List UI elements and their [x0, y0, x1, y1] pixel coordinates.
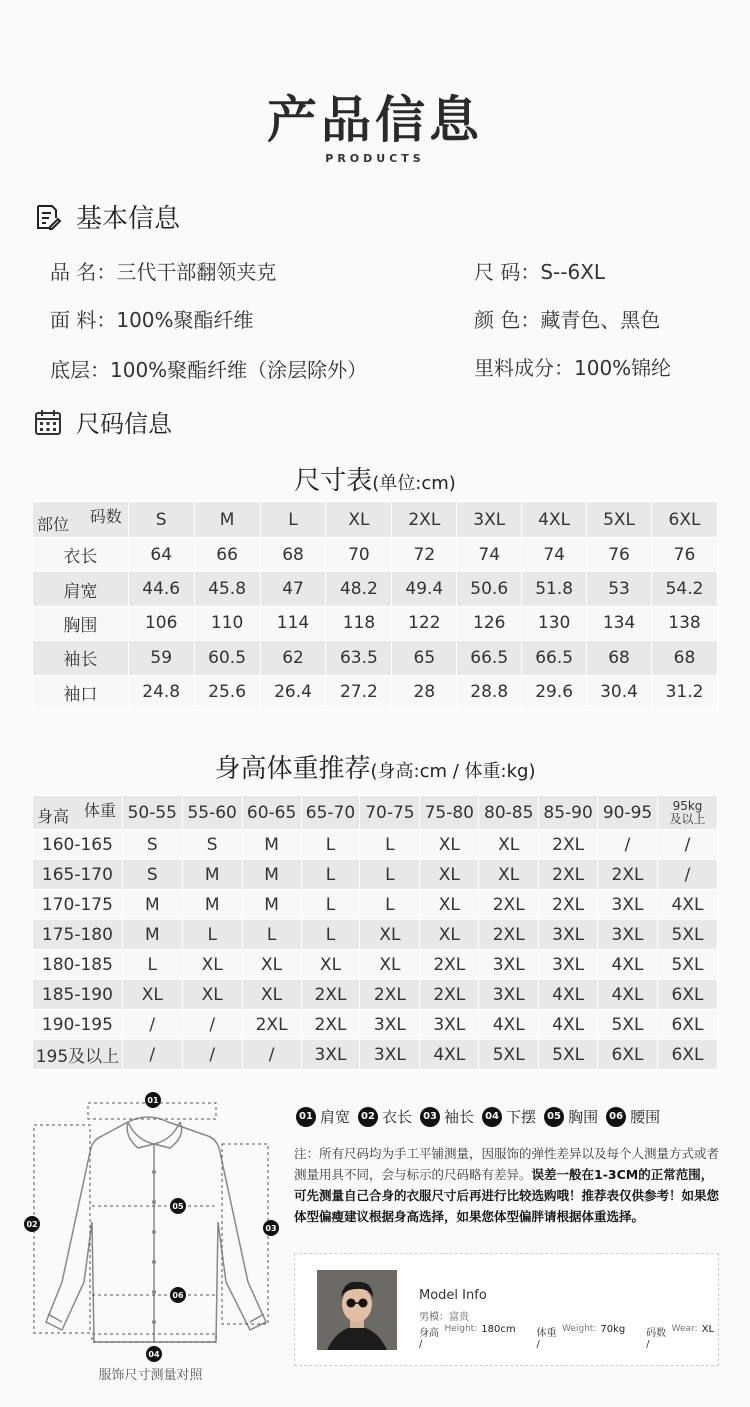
rec-cell: XL [479, 830, 539, 860]
rec-cell: 2XL [539, 830, 598, 860]
size-info-title: 尺码信息 [76, 410, 172, 438]
size-table-row [33, 606, 718, 640]
rec-cell: 3XL [360, 1010, 420, 1040]
size-row-label: 肩宽 [33, 572, 129, 606]
rec-cell: / [657, 860, 717, 890]
marker-02 [24, 1216, 40, 1232]
size-cell: 28.8 [457, 675, 522, 709]
rec-cell: 2XL [301, 1010, 360, 1040]
rec-cell: 3XL [360, 1040, 420, 1070]
rec-cell: L [301, 830, 360, 860]
size-cell: 30.4 [587, 675, 652, 709]
size-col-header: 5XL [587, 502, 652, 538]
info-lining: 里料成分：100%锦纶 [474, 356, 672, 380]
rec-cell: L [360, 830, 420, 860]
rec-table-row [33, 1040, 718, 1070]
basic-info-heading [34, 198, 180, 235]
rec-cell: L [301, 890, 360, 920]
size-cell: 106 [128, 606, 194, 640]
size-cell: 26.4 [260, 675, 326, 709]
size-cell: 66.5 [522, 641, 587, 675]
rec-col-header: 80-85 [479, 796, 539, 830]
legend-number-badge: 06 [606, 1107, 626, 1127]
size-cell: 54.2 [652, 572, 718, 606]
rec-cell: / [122, 1040, 182, 1070]
rec-cell: XL [479, 860, 539, 890]
rec-cell: 2XL [301, 980, 360, 1010]
rec-cell: XL [360, 920, 420, 950]
size-cell: 68 [652, 641, 718, 675]
info-base-layer: 底层：100%聚酯纤维（涂层除外） [50, 358, 368, 382]
rec-cell: 6XL [657, 980, 717, 1010]
rec-cell: XL [420, 860, 479, 890]
size-cell: 31.2 [652, 675, 718, 709]
rec-cell: 4XL [657, 890, 717, 920]
rec-cell: S [122, 830, 182, 860]
rec-cell: 4XL [539, 1010, 598, 1040]
legend-item [482, 1106, 536, 1127]
rec-table-row [33, 830, 718, 860]
size-col-header: 4XL [522, 502, 587, 538]
rec-cell: XL [242, 980, 301, 1010]
size-row-label: 袖长 [33, 641, 129, 675]
page-title: 产品信息 [267, 91, 483, 149]
info-size-range: 尺 码：S--6XL [474, 260, 606, 284]
note-bold: 误差一般在1-3CM的正常范围，可先测量自己合身的衣服尺寸后再进行比较选购哦！推荐表仅供参考！如果您体型偏瘦建议根据身高选择，如果您体型偏胖请根据体重选择。 [294, 1167, 720, 1224]
rec-table-row [33, 980, 718, 1010]
size-row-label: 袖口 [33, 675, 129, 709]
rec-cell: 6XL [657, 1010, 717, 1040]
rec-cell: 6XL [598, 1040, 658, 1070]
size-cell: 62 [260, 641, 326, 675]
legend-number-badge: 04 [482, 1107, 502, 1127]
rec-cell: 3XL [479, 950, 539, 980]
svg-text:04: 04 [148, 1350, 160, 1359]
rec-cell: / [122, 1010, 182, 1040]
rec-col-header: 65-70 [301, 796, 360, 830]
size-cell: 130 [522, 606, 587, 640]
size-cell: 59 [128, 641, 194, 675]
size-cell: 47 [260, 572, 326, 606]
size-cell: 44.6 [128, 572, 194, 606]
size-col-header: 3XL [457, 502, 522, 538]
rec-cell: 5XL [598, 1010, 658, 1040]
size-cell: 70 [326, 538, 392, 572]
rec-table-row [33, 860, 718, 890]
rec-cell: 3XL [301, 1040, 360, 1070]
size-cell: 53 [587, 572, 652, 606]
rec-cell: 4XL [598, 980, 658, 1010]
marker-04 [146, 1346, 162, 1362]
model-title: Model Info [419, 1288, 487, 1303]
note-normal: 注：所有尺码均为手工平铺测量，因服饰的弹性差异以及每个人测量方式或者测量用具不同，会与标示的尺码略有差异。 [294, 1146, 720, 1182]
rec-cell: XL [420, 830, 479, 860]
rec-cell: M [242, 860, 301, 890]
basic-info-title: 基本信息 [76, 204, 181, 234]
rec-cell: 2XL [539, 890, 598, 920]
size-cell: 68 [587, 641, 652, 675]
size-cell: 110 [194, 606, 260, 640]
legend-number-badge: 02 [358, 1107, 378, 1127]
size-cell: 122 [392, 606, 457, 640]
rec-cell: 4XL [420, 1040, 479, 1070]
rec-row-label: 195及以上 [33, 1040, 123, 1070]
figure-caption: 服饰尺寸测量对照 [98, 1368, 203, 1383]
rec-col-header: 70-75 [360, 796, 420, 830]
svg-text:01: 01 [147, 1096, 159, 1105]
rec-cell: XL [420, 920, 479, 950]
rec-cell: 2XL [479, 890, 539, 920]
size-cell: 118 [326, 606, 392, 640]
size-cell: 65 [392, 641, 457, 675]
size-cell: 126 [457, 606, 522, 640]
model-wear-en: Wear: [671, 1324, 698, 1334]
model-role: 男模：富贵 [419, 1312, 469, 1323]
rec-cell: M [242, 830, 301, 860]
info-fabric: 面 料：100%聚酯纤维 [50, 308, 254, 332]
rec-cell: XL [360, 950, 420, 980]
rec-cell: L [360, 890, 420, 920]
rec-table-unit: (身高:cm / 体重:kg) [370, 761, 536, 782]
size-col-header: S [128, 502, 194, 538]
size-table-title [0, 460, 750, 497]
size-row-label: 胸围 [33, 606, 129, 640]
svg-text:05: 05 [172, 1202, 184, 1211]
rec-table [32, 795, 718, 1070]
size-cell: 25.6 [194, 675, 260, 709]
rec-cell: / [657, 830, 717, 860]
rec-cell: XL [122, 980, 182, 1010]
rec-corner-top: 体重 [83, 801, 116, 820]
size-col-header: XL [326, 502, 392, 538]
rec-cell: 2XL [242, 1010, 301, 1040]
rec-cell: L [360, 860, 420, 890]
rec-cell: S [182, 830, 242, 860]
rec-cell: 3XL [539, 920, 598, 950]
size-info-heading [34, 404, 172, 439]
rec-table-title [0, 748, 750, 785]
rec-cell: 3XL [598, 920, 658, 950]
rec-last-col-line2: 及以上 [669, 811, 706, 826]
rec-cell: M [182, 890, 242, 920]
legend-label: 腰围 [630, 1108, 661, 1126]
rec-cell: L [182, 920, 242, 950]
rec-cell: 2XL [598, 860, 658, 890]
rec-table-header-row [33, 796, 718, 830]
model-weight-en: Weight: [561, 1324, 597, 1334]
legend-item [606, 1106, 660, 1127]
rec-cell: 3XL [539, 950, 598, 980]
model-height-label: 身高 / [419, 1328, 439, 1350]
size-corner-top: 码数 [89, 507, 122, 526]
legend-number-badge: 01 [296, 1107, 316, 1127]
rec-cell: 2XL [420, 980, 479, 1010]
rec-cell: S [122, 860, 182, 890]
legend-label: 肩宽 [320, 1108, 351, 1126]
size-cell: 74 [457, 538, 522, 572]
size-cell: 29.6 [522, 675, 587, 709]
size-cell: 76 [587, 538, 652, 572]
rec-cell: XL [301, 950, 360, 980]
rec-cell: 6XL [657, 1040, 717, 1070]
legend-item [296, 1106, 350, 1127]
rec-cell: 3XL [598, 890, 658, 920]
svg-text:02: 02 [26, 1220, 38, 1229]
rec-cell: / [182, 1010, 242, 1040]
size-cell: 48.2 [326, 572, 392, 606]
size-cell: 74 [522, 538, 587, 572]
size-cell: 63.5 [326, 641, 392, 675]
legend-item [420, 1106, 474, 1127]
legend-label: 胸围 [568, 1108, 599, 1126]
size-cell: 27.2 [326, 675, 392, 709]
rec-cell: XL [242, 950, 301, 980]
rec-cell: / [242, 1040, 301, 1070]
rec-cell: 3XL [479, 980, 539, 1010]
size-cell: 28 [392, 675, 457, 709]
rec-table-corner [33, 796, 123, 830]
size-cell: 66 [194, 538, 260, 572]
rec-cell: 2XL [479, 920, 539, 950]
size-table-row [33, 538, 718, 572]
rec-cell: L [122, 950, 182, 980]
rec-col-header: 50-55 [122, 796, 182, 830]
size-cell: 64 [128, 538, 194, 572]
size-cell: 76 [652, 538, 718, 572]
rec-col-header: 55-60 [182, 796, 242, 830]
rec-cell: 4XL [479, 1010, 539, 1040]
size-cell: 138 [652, 606, 718, 640]
rec-cell: 2XL [360, 980, 420, 1010]
size-col-header: 6XL [652, 502, 718, 538]
model-stats [419, 1324, 718, 1350]
legend-item [544, 1106, 598, 1127]
rec-last-col-line1: 95kg [672, 798, 703, 813]
rec-table-row [33, 1010, 718, 1040]
size-cell: 60.5 [194, 641, 260, 675]
marker-05 [170, 1198, 186, 1214]
rec-cell: 2XL [420, 950, 479, 980]
rec-cell: 3XL [420, 1010, 479, 1040]
rec-cell: XL [420, 890, 479, 920]
size-corner-bottom: 部位 [37, 515, 70, 534]
model-wear-value: XL [701, 1324, 715, 1335]
svg-text:03: 03 [265, 1224, 277, 1233]
legend-number-badge: 03 [420, 1107, 440, 1127]
rec-cell: 4XL [539, 980, 598, 1010]
size-cell: 49.4 [392, 572, 457, 606]
marker-03 [263, 1220, 279, 1236]
model-height-en: Height: [444, 1324, 478, 1334]
size-cell: 51.8 [522, 572, 587, 606]
rec-row-label: 165-170 [33, 860, 123, 890]
marker-01 [145, 1092, 161, 1108]
rec-cell: / [182, 1040, 242, 1070]
size-cell: 72 [392, 538, 457, 572]
legend-label: 袖长 [444, 1108, 475, 1126]
page-subtitle: PRODUCTS [325, 152, 425, 165]
rec-row-label: 160-165 [33, 830, 123, 860]
rec-cell: L [301, 860, 360, 890]
rec-table-row [33, 890, 718, 920]
legend-item [358, 1106, 412, 1127]
rec-row-label: 170-175 [33, 890, 123, 920]
legend-label: 衣长 [382, 1108, 413, 1126]
legend-label: 下摆 [506, 1108, 537, 1126]
rec-cell: M [122, 920, 182, 950]
rec-cell: 5XL [539, 1040, 598, 1070]
size-cell: 134 [587, 606, 652, 640]
rec-col-header-last [657, 796, 717, 830]
rec-table-row [33, 920, 718, 950]
rec-cell: 2XL [539, 860, 598, 890]
marker-06 [170, 1287, 186, 1303]
size-row-label: 衣长 [33, 538, 129, 572]
rec-cell: M [242, 890, 301, 920]
rec-cell: 5XL [479, 1040, 539, 1070]
info-color: 颜 色：藏青色、黑色 [474, 308, 661, 332]
legend-number-badge: 05 [544, 1107, 564, 1127]
jacket-measurement-diagram [28, 1092, 288, 1367]
model-weight-label: 体重 / [536, 1328, 557, 1350]
size-table-row [33, 675, 718, 709]
measurement-legend [296, 1106, 668, 1127]
size-cell: 68 [260, 538, 326, 572]
rec-row-label: 180-185 [33, 950, 123, 980]
rec-cell: 4XL [598, 950, 658, 980]
size-table-row [33, 572, 718, 606]
model-height-value: 180cm [481, 1324, 516, 1335]
rec-col-header: 75-80 [420, 796, 479, 830]
size-cell: 45.8 [194, 572, 260, 606]
size-table-unit: (单位:cm) [372, 473, 456, 494]
rec-cell: XL [182, 950, 242, 980]
model-info-card [294, 1253, 719, 1366]
size-cell: 66.5 [457, 641, 522, 675]
document-icon [34, 203, 62, 231]
rec-cell: XL [182, 980, 242, 1010]
rec-cell: M [122, 890, 182, 920]
info-product-name: 品 名：三代干部翻领夹克 [50, 260, 277, 284]
rec-col-header: 90-95 [598, 796, 658, 830]
size-table [32, 501, 718, 710]
rec-cell: L [242, 920, 301, 950]
calendar-icon [34, 408, 62, 436]
svg-text:06: 06 [172, 1291, 184, 1300]
size-col-header: 2XL [392, 502, 457, 538]
rec-corner-bottom: 身高 [37, 807, 70, 826]
rec-cell: 5XL [657, 950, 717, 980]
rec-row-label: 190-195 [33, 1010, 123, 1040]
size-table-header-row [33, 502, 718, 538]
size-table-title-text: 尺寸表 [294, 466, 373, 496]
size-col-header: M [194, 502, 260, 538]
rec-cell: M [182, 860, 242, 890]
model-weight-value: 70kg [600, 1324, 626, 1335]
model-wear-label: 码数 / [646, 1328, 667, 1350]
rec-cell: / [598, 830, 658, 860]
rec-table-title-text: 身高体重推荐 [214, 754, 371, 784]
rec-col-header: 85-90 [539, 796, 598, 830]
model-avatar [317, 1270, 397, 1350]
rec-col-header: 60-65 [242, 796, 301, 830]
size-col-header: L [260, 502, 326, 538]
size-table-row [33, 641, 718, 675]
rec-cell: L [301, 920, 360, 950]
rec-row-label: 185-190 [33, 980, 123, 1010]
rec-cell: 5XL [657, 920, 717, 950]
size-table-corner [33, 502, 129, 538]
rec-table-row [33, 950, 718, 980]
size-cell: 24.8 [128, 675, 194, 709]
size-cell: 50.6 [457, 572, 522, 606]
measurement-note [294, 1143, 722, 1227]
rec-row-label: 175-180 [33, 920, 123, 950]
size-cell: 114 [260, 606, 326, 640]
